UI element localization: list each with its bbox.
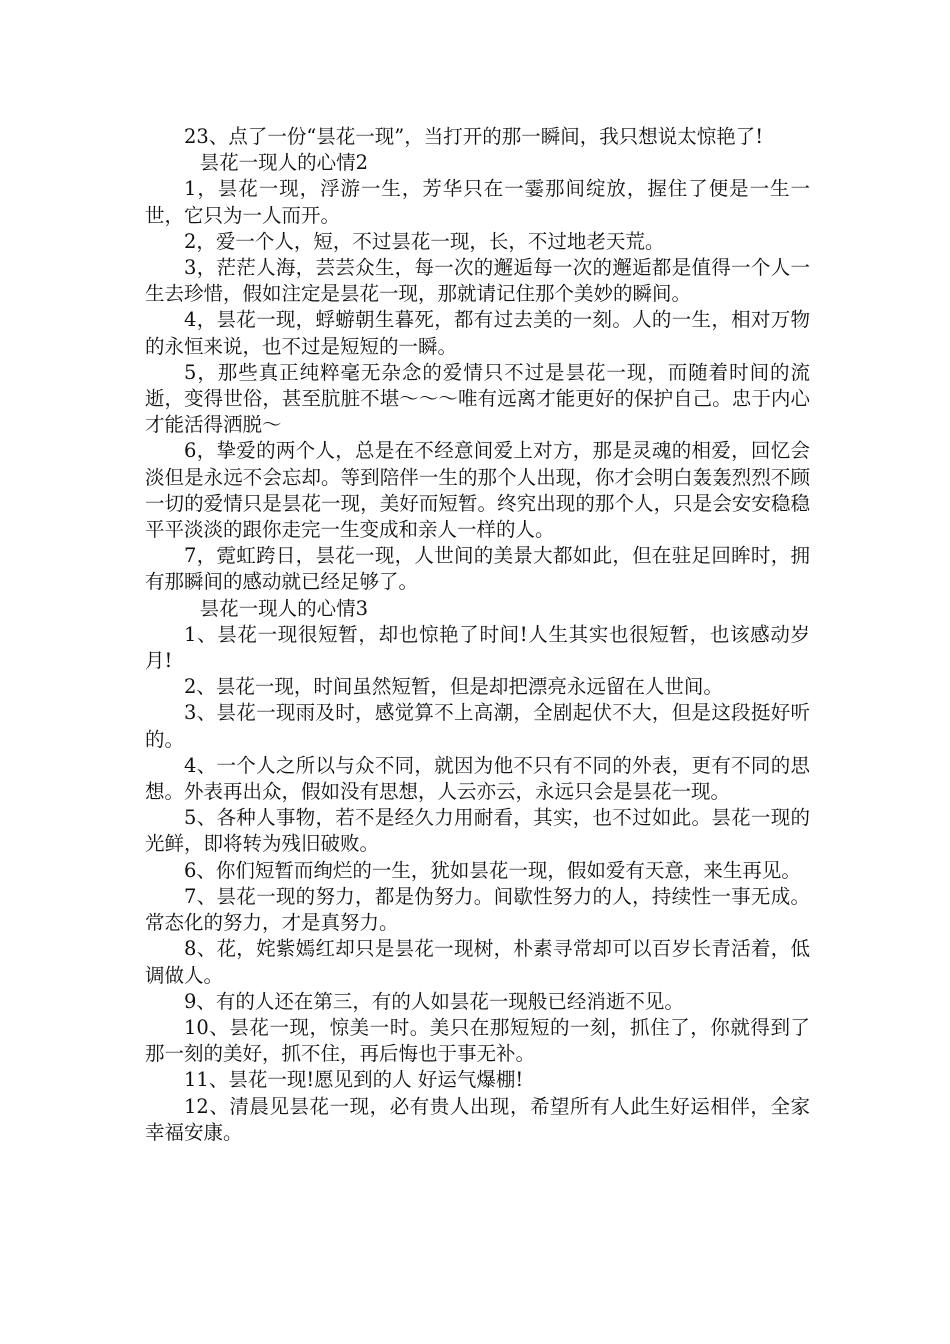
- paragraph: 5，那些真正纯粹毫无杂念的爱情只不过是昙花一现，而随着时间的流逝，变得世俗，甚至肮脏不堪～～～唯有远离才能更好的保护自己。忠于内心才能活得洒脱～: [145, 360, 810, 437]
- paragraph: 6，挚爱的两个人，总是在不经意间爱上对方，那是灵魂的相爱，回忆会淡但是永远不会忘却。等到陪伴一生的那个人出现，你才会明白轰轰烈烈不顾一切的爱情只是昙花一现，美好而短暂。终究出现的那个人，只是会安安稳稳平平淡淡的跟你走完一生变成和亲人一样的人。: [145, 439, 810, 542]
- paragraph: 3、昙花一现雨及时，感觉算不上高潮，全剧起伏不大，但是这段挺好听的。: [145, 701, 810, 751]
- paragraph: 11、昙花一现!愿见到的人 好运气爆棚!: [184, 1068, 524, 1092]
- document-page: [145, 124, 810, 1146]
- paragraph: 10、昙花一现，惊美一时。美只在那短短的一刻，抓住了，你就得到了那一刻的美好，抓不住，再后悔也于事无补。: [145, 1015, 810, 1066]
- paragraph: 8、花，姹紫嫣红却只是昙花一现树，朴素寻常却可以百岁长青活着，低调做人。: [145, 937, 810, 987]
- paragraph: 9、有的人还在第三，有的人如昙花一现般已经消逝不见。: [184, 989, 684, 1013]
- section-heading: 昙花一现人的心情3: [199, 596, 369, 620]
- section-heading: 昙花一现人的心情2: [199, 151, 369, 175]
- paragraph: 23、点了一份“昙花一现”，当打开的那一瞬间，我只想说太惊艳了!: [184, 125, 764, 148]
- paragraph: 2，爱一个人，短，不过昙花一现，长，不过地老天荒。: [184, 229, 665, 253]
- paragraph: 1、昙花一现很短暂，却也惊艳了时间!人生其实也很短暂，也该感动岁月!: [145, 622, 810, 673]
- paragraph: 1，昙花一现，浮游一生，芳华只在一霎那间绽放，握住了便是一生一世，它只为一人而开。: [145, 177, 810, 227]
- paragraph: 3，茫茫人海，芸芸众生，每一次的邂逅每一次的邂逅都是值得一个人一生去珍惜，假如注定是昙花一现，那就请记住那个美妙的瞬间。: [145, 256, 810, 306]
- paragraph: 5、各种人事物，若不是经久力用耐看，其实，也不过如此。昙花一现的光鲜，即将转为残旧破败。: [145, 806, 810, 856]
- paragraph: 7、昙花一现的努力，都是伪努力。间歇性努力的人，持续性一事无成。常态化的努力，才是真努力。: [145, 884, 810, 935]
- paragraph: 2、昙花一现，时间虽然短暂，但是却把漂亮永远留在人世间。: [184, 675, 723, 699]
- paragraph: 7，霓虹跨日，昙花一现，人世间的美景大都如此，但在驻足回眸时，拥有那瞬间的感动就已经足够了。: [145, 544, 810, 594]
- paragraph: 4，昙花一现，蜉蝣朝生暮死，都有过去美的一刻。人的一生，相对万物的永恒来说，也不过是短短的一瞬。: [145, 308, 810, 358]
- paragraph: 4、一个人之所以与众不同，就因为他不只有不同的外表，更有不同的思想。外表再出众，假如没有思想，人云亦云，永远只会是昙花一现。: [145, 753, 810, 804]
- paragraph: 6、你们短暂而绚烂的一生，犹如昙花一现，假如爱有天意，来生再见。: [184, 858, 801, 882]
- paragraph: 12、清晨见昙花一现，必有贵人出现，希望所有人此生好运相伴，全家幸福安康。: [145, 1094, 810, 1144]
